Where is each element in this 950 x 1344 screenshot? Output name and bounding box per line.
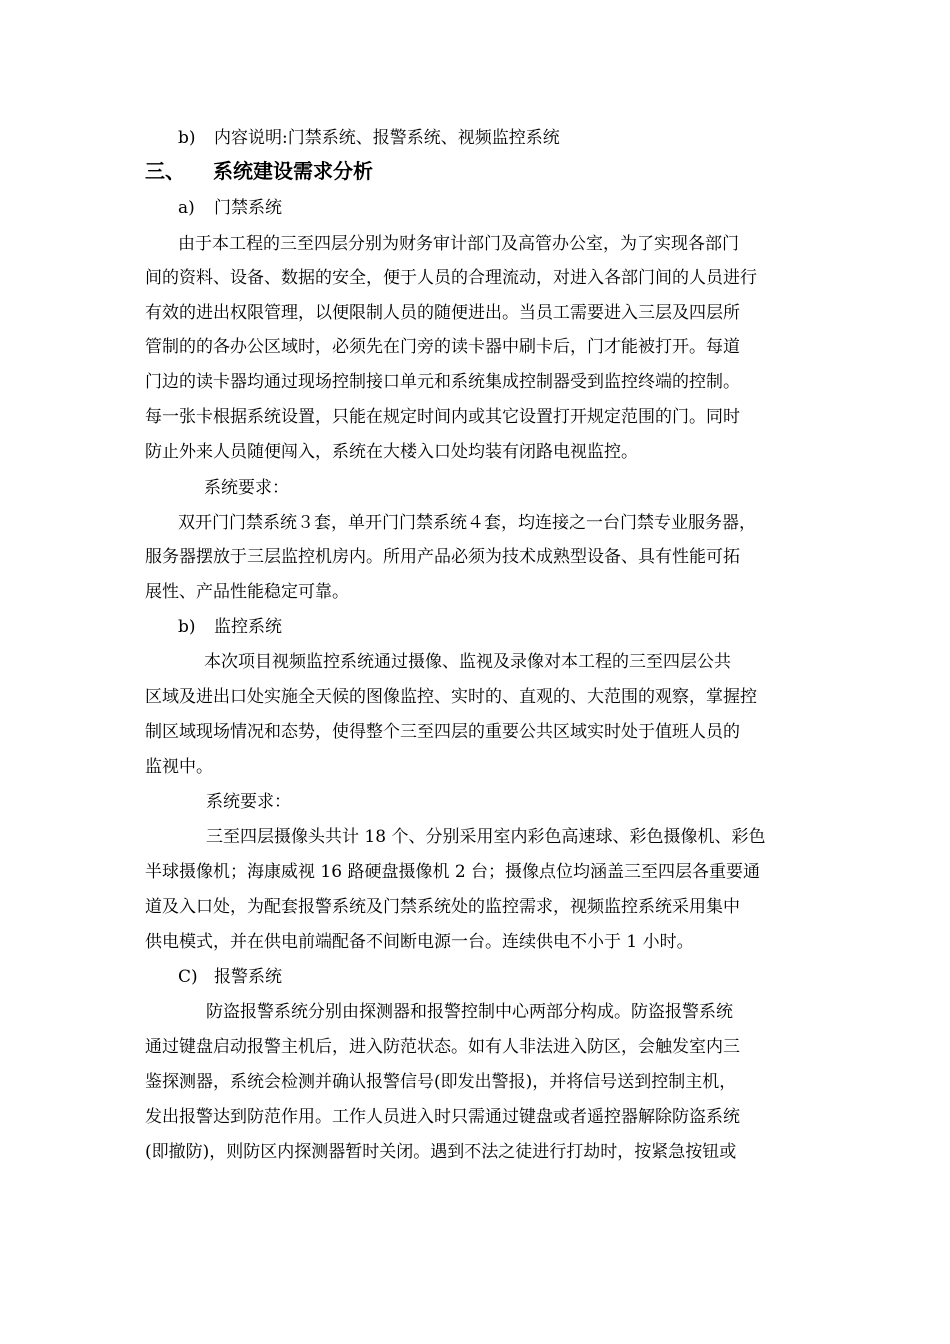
subsection-c-label: C) bbox=[178, 967, 198, 987]
subsection-a-title: 门禁系统 bbox=[214, 198, 282, 218]
para-access-line: 有效的进出权限管理，以便限制人员的随便进出。当员工需要进入三层及四层所 bbox=[145, 303, 740, 323]
para-monitor-line: 区域及进出口处实施全天候的图像监控、实时的、直观的、大范围的观察，掌握控 bbox=[145, 687, 757, 707]
subsection-b-label: b) bbox=[178, 617, 196, 637]
subsection-a-label: a) bbox=[178, 198, 195, 218]
subsection-c-heading bbox=[178, 967, 282, 987]
para-alarm-line: (即撤防)，则防区内探测器暂时关闭。遇到不法之徒进行打劫时，按紧急按钮或 bbox=[145, 1142, 737, 1162]
para-alarm-line: 发出报警达到防范作用。工作人员进入时只需通过键盘或者遥控器解除防盗系统 bbox=[145, 1107, 740, 1127]
para-monitor-req-line: 半球摄像机；海康威视 16 路硬盘摄像机 2 台；摄像点位均涵盖三至四层各重要通 bbox=[145, 862, 761, 882]
para-alarm-line: 防盗报警系统分别由探测器和报警控制中心两部分构成。防盗报警系统 bbox=[206, 1002, 733, 1022]
para-monitor-line: 本次项目视频监控系统通过摄像、监视及录像对本工程的三至四层公共 bbox=[204, 652, 731, 672]
para-monitor-req-line: 供电模式，并在供电前端配备不间断电源一台。连续供电不小于 1 小时。 bbox=[145, 932, 694, 952]
para-monitor-line: 监视中。 bbox=[145, 757, 213, 777]
para-monitor-line: 制区域现场情况和态势，使得整个三至四层的重要公共区域实时处于值班人员的 bbox=[145, 722, 740, 742]
para-access-line: 门边的读卡器均通过现场控制接口单元和系统集成控制器受到监控终端的控制。 bbox=[145, 372, 740, 392]
para-monitor-req-line: 三至四层摄像头共计 18 个、分别采用室内彩色高速球、彩色摄像机、彩色 bbox=[206, 827, 766, 847]
requirements-label-access: 系统要求： bbox=[204, 478, 289, 498]
section-3-number: 三、 bbox=[145, 159, 185, 183]
para-access-line: 由于本工程的三至四层分别为财务审计部门及高管办公室，为了实现各部门 bbox=[178, 234, 739, 254]
para-monitor-req-line: 道及入口处，为配套报警系统及门禁系统处的监控需求，视频监控系统采用集中 bbox=[145, 897, 740, 917]
item-b-text: 内容说明:门禁系统、报警系统、视频监控系统 bbox=[214, 128, 560, 148]
para-access-line: 间的资料、设备、数据的安全，便于人员的合理流动，对进入各部门间的人员进行 bbox=[145, 268, 757, 288]
item-b-content bbox=[178, 128, 560, 148]
subsection-a-heading bbox=[178, 198, 282, 218]
section-3-heading bbox=[145, 159, 373, 183]
para-access-line: 每一张卡根据系统设置，只能在规定时间内或其它设置打开规定范围的门。同时 bbox=[145, 407, 740, 427]
para-access-line: 管制的的各办公区域时，必须先在门旁的读卡器中刷卡后，门才能被打开。每道 bbox=[145, 337, 740, 357]
requirements-label-monitor: 系统要求： bbox=[206, 792, 291, 812]
subsection-c-title: 报警系统 bbox=[214, 967, 282, 987]
section-3-title: 系统建设需求分析 bbox=[213, 159, 373, 183]
item-b-label: b) bbox=[178, 128, 196, 148]
para-access-req-line: 双开门门禁系统３套，单开门门禁系统４套，均连接之一台门禁专业服务器， bbox=[178, 513, 756, 533]
para-alarm-line: 通过键盘启动报警主机后，进入防范状态。如有人非法进入防区，会触发室内三 bbox=[145, 1037, 740, 1057]
para-access-req-line: 展性、产品性能稳定可靠。 bbox=[145, 582, 349, 602]
para-alarm-line: 鉴探测器，系统会检测并确认报警信号(即发出警报)，并将信号送到控制主机， bbox=[145, 1072, 737, 1092]
subsection-b-heading bbox=[178, 617, 282, 637]
para-access-req-line: 服务器摆放于三层监控机房内。所用产品必须为技术成熟型设备、具有性能可拓 bbox=[145, 547, 740, 567]
para-access-line: 防止外来人员随便闯入，系统在大楼入口处均装有闭路电视监控。 bbox=[145, 442, 638, 462]
subsection-b-title: 监控系统 bbox=[214, 617, 282, 637]
